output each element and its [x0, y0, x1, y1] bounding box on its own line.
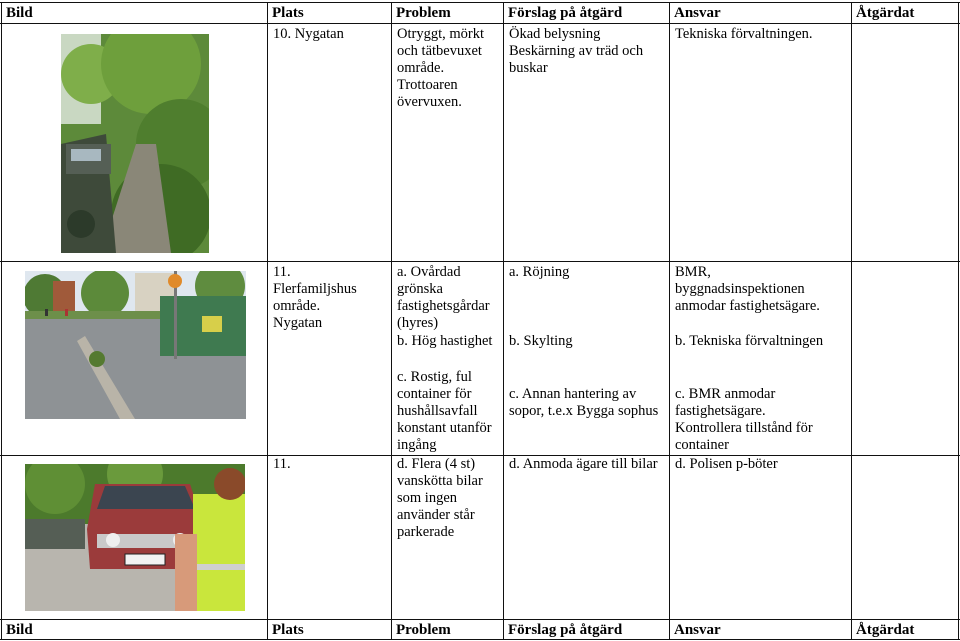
row2-problem-c: c. Rostig, ful container för hushållsavfall konstant utanför ingång [397, 369, 492, 453]
grid-line [1, 2, 2, 640]
row3-forslag: d. Anmoda ägare till bilar [509, 456, 658, 472]
grid-line [0, 2, 960, 3]
row3-problem: d. Flera (4 st) vanskötta bilar som ingen använder står parkerade [397, 456, 483, 540]
row1-plats: 10. Nygatan [273, 26, 344, 42]
footer-header-forslag: Förslag på åtgärd [508, 622, 623, 638]
photo-overgrown-sidewalk [61, 34, 209, 253]
photo-apartment-yard-container [25, 271, 246, 419]
row1-forslag: Ökad belysning Beskärning av träd och buskar [509, 26, 644, 76]
row2-ansvar-a: BMR, byggnadsinspektionen anmodar fastighetsägare. [675, 264, 820, 314]
footer-header-plats: Plats [272, 622, 304, 638]
header-ansvar: Ansvar [674, 5, 721, 21]
row2-plats: 11. Flerfamiljshus område. Nygatan [273, 264, 357, 331]
grid-line [0, 261, 960, 262]
photo-abandoned-red-car [25, 464, 245, 611]
grid-line [267, 2, 268, 640]
row2-ansvar-c: c. BMR anmodar fastighetsägare. Kontrollera tillstånd för container [675, 386, 813, 453]
row2-problem-b: b. Hög hastighet [397, 333, 493, 349]
header-plats: Plats [272, 5, 304, 21]
grid-line [851, 2, 852, 640]
footer-header-problem: Problem [396, 622, 451, 638]
header-forslag: Förslag på åtgärd [508, 5, 623, 21]
grid-line [0, 23, 960, 24]
footer-header-bild: Bild [6, 622, 33, 638]
row2-problem-a: a. Ovårdad grönska fastighetsgårdar (hyres) [397, 264, 490, 331]
grid-line [0, 619, 960, 620]
header-bild: Bild [6, 5, 33, 21]
row2-ansvar-b: b. Tekniska förvaltningen [675, 333, 824, 349]
row3-plats: 11. [273, 456, 291, 472]
header-atgardat: Åtgärdat [856, 5, 915, 21]
row2-forslag-b: b. Skylting [509, 333, 573, 349]
row2-forslag-c: c. Annan hantering av sopor, t.e.x Bygga sophus [509, 386, 659, 419]
footer-header-ansvar: Ansvar [674, 622, 721, 638]
grid-line [0, 639, 960, 640]
grid-line [503, 2, 504, 640]
grid-line [669, 2, 670, 640]
header-problem: Problem [396, 5, 451, 21]
grid-line [958, 2, 959, 640]
row1-problem: Otryggt, mörkt och tätbevuxet område. Trottoaren övervuxen. [397, 26, 484, 110]
row1-ansvar: Tekniska förvaltningen. [675, 26, 813, 42]
row2-forslag-a: a. Röjning [509, 264, 570, 280]
row3-ansvar: d. Polisen p-böter [675, 456, 778, 472]
footer-header-atgardat: Åtgärdat [856, 622, 915, 638]
grid-line [391, 2, 392, 640]
